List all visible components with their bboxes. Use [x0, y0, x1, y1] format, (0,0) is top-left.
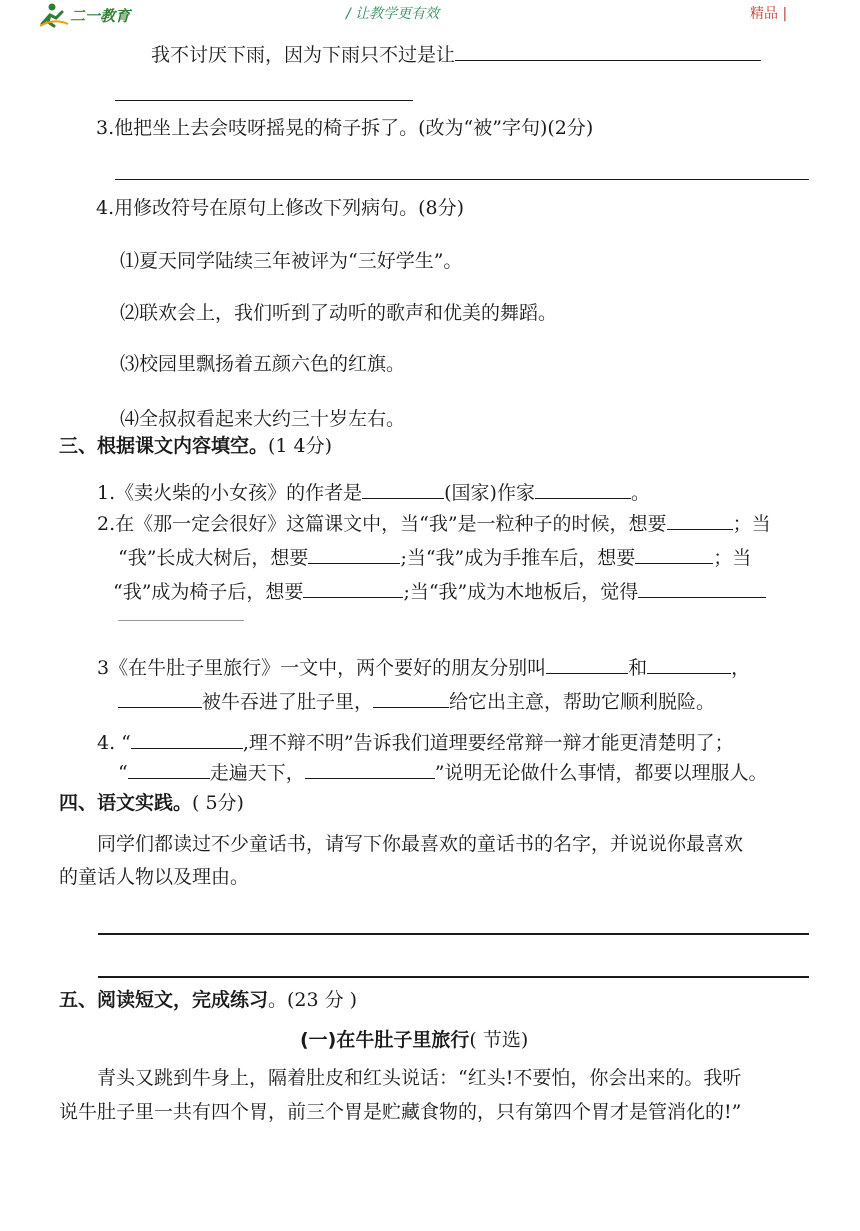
answer-blank[interactable]: [373, 689, 449, 708]
s3-q4-text: 4. “: [97, 732, 131, 754]
q2-tail-text: 我不讨厌下雨，因为下雨只不过是让: [151, 44, 456, 66]
s3-question-1: [97, 480, 650, 505]
s3-q2-text: “我”成为椅子后，想要: [113, 581, 304, 603]
section-4-prompt-line-1: 同学们都读过不少童话书，请写下你最喜欢的童话书的名字，并说说你最喜欢: [97, 833, 744, 855]
sick-sentence-3[interactable]: ⑶校园里飘扬着五颜六色的红旗。: [120, 353, 406, 375]
s3-question-4-line-2: [118, 760, 767, 785]
answer-line[interactable]: [118, 620, 244, 621]
section-4-title: 四、语文实践。: [59, 792, 193, 814]
section-4-score: ( 5分): [192, 792, 244, 814]
answer-blank[interactable]: [667, 511, 733, 530]
page-header: [0, 0, 860, 30]
s3-q3-text: 和: [628, 657, 648, 679]
s3-question-2-line-1: [97, 511, 771, 536]
passage-title-text: (一)在牛肚子里旅行: [300, 1029, 470, 1051]
passage-title: [300, 1028, 528, 1052]
answer-blank[interactable]: [455, 42, 761, 61]
header-slogan: / 让教学更有效: [346, 6, 440, 22]
passage-line-2: 说牛肚子里一共有四个胃，前三个胃是贮藏食物的，只有第四个胃才是管消化的!”: [59, 1101, 742, 1123]
s3-question-3-line-1: [97, 655, 750, 680]
s3-q3-text: 给它出主意，帮助它顺利脱险。: [449, 691, 716, 713]
s3-q3-text: 被牛吞进了肚子里，: [202, 691, 374, 713]
answer-blank[interactable]: [303, 579, 403, 598]
answer-line[interactable]: [115, 179, 809, 180]
section-3-heading: [59, 434, 332, 458]
q2-tail-line: [151, 42, 761, 67]
s3-question-3-line-2: [118, 689, 715, 714]
sick-sentence-1[interactable]: ⑴夏天同学陆续三年被评为“三好学生”。: [120, 250, 463, 272]
section-5-score: 。(23 分 ): [268, 989, 358, 1011]
section-3-score: (1 4分): [268, 435, 333, 457]
answer-blank[interactable]: [638, 579, 766, 598]
s3-q2-text: ；当: [732, 513, 771, 535]
s3-q2-text: “我”长成大树后，想要: [118, 547, 309, 569]
s3-q3-text: 3《在牛肚子里旅行》一文中，两个要好的朋友分别叫: [97, 657, 547, 679]
s3-question-2-line-3: [113, 579, 766, 604]
sick-sentence-2[interactable]: ⑵联欢会上，我们听到了动听的歌声和优美的舞蹈。: [120, 302, 558, 324]
section-3-title: 三、根据课文内容填空。: [59, 435, 269, 457]
s3-question-2-line-2: [118, 545, 751, 570]
passage-line-1: 青头又跳到牛身上，隔着肚皮和红头说话：“红头!不要怕，你会出来的。我听: [97, 1067, 742, 1089]
s3-q2-text: ；当: [713, 547, 752, 569]
answer-blank[interactable]: [131, 730, 243, 749]
s3-q2-text: ;当“我”成为木地板后，觉得: [403, 581, 639, 603]
s3-q4-text: ,理不辩不明”告诉我们道理要经常辩一辩才能更清楚明了；: [242, 732, 734, 754]
logo-text: 二一教育: [70, 7, 131, 25]
answer-blank[interactable]: [546, 655, 628, 674]
answer-blank[interactable]: [128, 760, 210, 779]
s3-q1-text: 1.《卖火柴的小女孩》的作者是: [97, 482, 363, 504]
section-5-heading: [59, 988, 357, 1012]
answer-line[interactable]: [98, 976, 809, 978]
section-5-title: 五、阅读短文，完成练习: [59, 989, 269, 1011]
answer-blank[interactable]: [362, 480, 444, 499]
quality-badge: 精品 |: [750, 6, 788, 22]
s3-q4-text: 走遍天下，: [209, 762, 305, 784]
section-4-prompt-line-2: 的童话人物以及理由。: [59, 866, 250, 888]
question-3: 3.他把坐上去会吱呀摇晃的椅子拆了。(改为“被”字句)(2分): [96, 117, 594, 139]
s3-q4-text: ”说明无论做什么事情，都要以理服人。: [434, 762, 768, 784]
s3-q4-text: “: [118, 762, 128, 784]
answer-blank[interactable]: [308, 545, 400, 564]
answer-line[interactable]: [98, 933, 809, 935]
answer-blank[interactable]: [635, 545, 713, 564]
question-4: 4.用修改符号在原句上修改下列病句。(8分): [96, 197, 465, 219]
s3-q2-text: ;当“我”成为手推车后，想要: [400, 547, 636, 569]
s3-question-4-line-1: [97, 730, 734, 755]
sick-sentence-4[interactable]: ⑷全叔叔看起来大约三十岁左右。: [120, 408, 406, 430]
s3-q2-text: 2.在《那一定会很好》这篇课文中，当“我”是一粒种子的时候，想要: [97, 513, 667, 535]
answer-blank[interactable]: [535, 480, 631, 499]
s3-q3-text: ，: [731, 657, 751, 679]
answer-blank[interactable]: [647, 655, 731, 674]
passage-title-note: ( 节选): [469, 1029, 529, 1051]
answer-blank[interactable]: [118, 689, 202, 708]
s3-q1-text: (国家)作家: [444, 482, 535, 504]
section-4-heading: [59, 791, 244, 815]
s3-q1-text: 。: [630, 482, 650, 504]
answer-line[interactable]: [115, 100, 413, 101]
answer-blank[interactable]: [305, 760, 435, 779]
